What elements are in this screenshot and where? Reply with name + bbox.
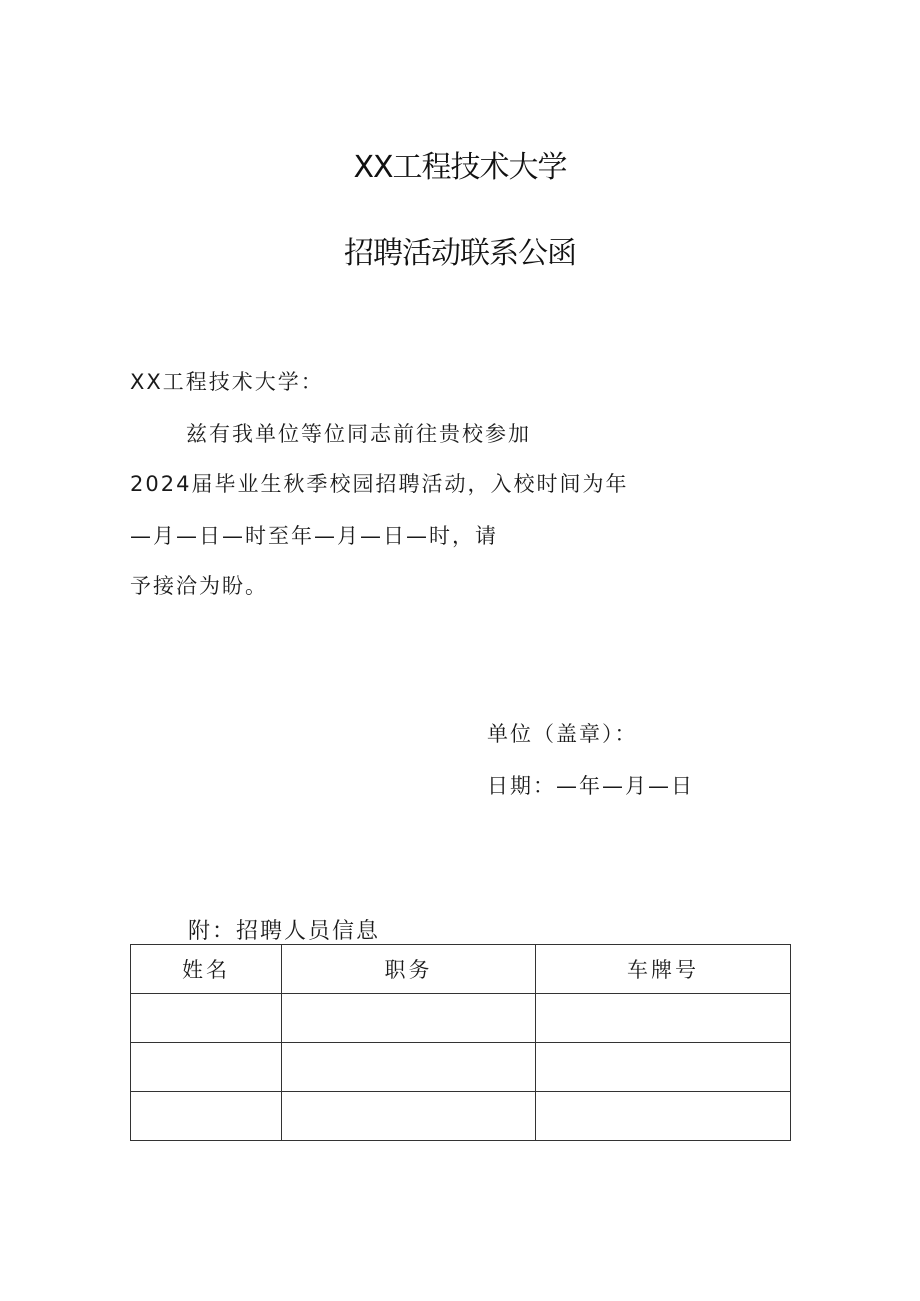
- cell-position: [282, 994, 536, 1043]
- unit-seal-label: 单位（盖章）：: [487, 722, 638, 746]
- table-row: [131, 1043, 791, 1092]
- body-line: 予接洽为盼。: [130, 574, 268, 598]
- letter-title-university: XX工程技术大学: [353, 150, 567, 185]
- cell-position: [282, 1043, 536, 1092]
- table-row: [131, 994, 791, 1043]
- body-line: 2024届毕业生秋季校园招聘活动，入校时间为年: [130, 472, 629, 496]
- cell-name: [131, 1092, 282, 1141]
- salutation: XX工程技术大学：: [130, 370, 324, 394]
- table-header-row: [131, 945, 791, 994]
- column-header-name: 姓名: [131, 945, 282, 994]
- cell-plate-number: [536, 1043, 791, 1092]
- cell-position: [282, 1092, 536, 1141]
- cell-plate-number: [536, 994, 791, 1043]
- date-label: 日期：—年—月—日: [487, 774, 694, 798]
- body-line: 兹有我单位等位同志前往贵校参加: [186, 422, 531, 446]
- table-row: [131, 1092, 791, 1141]
- letter-title-subject: 招聘活动联系公函: [344, 236, 576, 271]
- cell-name: [131, 994, 282, 1043]
- column-header-position: 职务: [282, 945, 536, 994]
- cell-plate-number: [536, 1092, 791, 1141]
- cell-name: [131, 1043, 282, 1092]
- body-line: —月—日—时至年—月—日—时，请: [130, 524, 498, 548]
- column-header-plate-number: 车牌号: [536, 945, 791, 994]
- recruiter-info-table: [130, 944, 791, 1141]
- attachment-caption: 附：招聘人员信息: [188, 919, 381, 944]
